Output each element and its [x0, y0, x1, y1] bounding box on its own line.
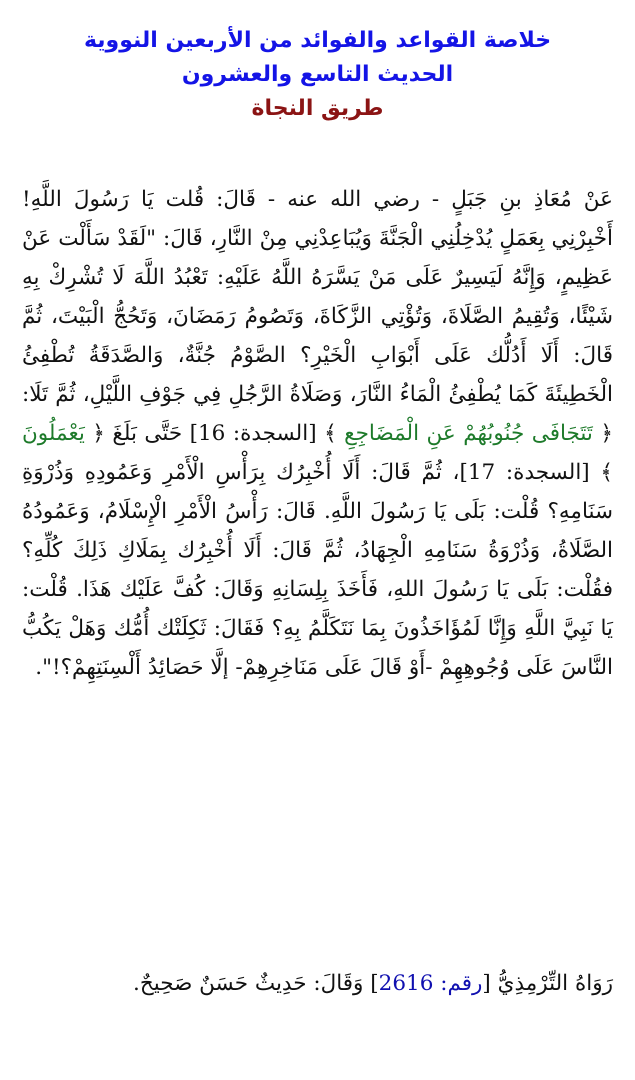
- header: [0, 0, 635, 126]
- hadith-text: [22, 180, 613, 687]
- hadith-number: رقم: 2616: [378, 971, 483, 996]
- page-title: خلاصة القواعد والفوائد من الأربعين النووية: [83, 28, 552, 53]
- hadith-source: [22, 964, 613, 1003]
- hadith-text-part-2: ﴾ [السجدة: 16] حَتَّى بَلَغَ ﴿: [92, 421, 337, 446]
- quran-verse-1: تَتَجَافَى جُنُوبُهُمْ عَنِ الْمَضَاجِعِ: [344, 421, 593, 446]
- source-prefix: رَوَاهُ التِّرْمِذِيُّ [: [482, 971, 613, 996]
- hadith-subtitle: الحديث التاسع والعشرون: [181, 62, 454, 87]
- source-suffix: ] وَقَالَ: حَدِيثٌ حَسَنٌ صَحِيحٌ.: [133, 971, 379, 996]
- hadith-text-part-1: عَنْ مُعَاذِ بنِ جَبَلٍ - رضي الله عنه - قَالَ: قُلت يَا رَسُولَ اللَّهِ! أَخْبِرْنِي بِعَمَلٍ يُدْخِلُنِي الْجَنَّةَ وَيُبَاعِدْنِي مِنْ النَّارِ، قَالَ: "لَقَدْ سَأَلْت عَنْ عَظِيمٍ، وَإِنَّهُ لَيَسِيرٌ عَلَى مَنْ يَسَّرَهُ اللَّهُ عَلَيْهِ: تَعْبُدُ اللَّهَ لَا تُشْرِكْ بِهِ شَيْئًا، وَتُقِيمُ الصَّلَاةَ، وَتُؤْتِي الزَّكَاةَ، وَتَصُومُ رَمَضَانَ، وَتَحُجُّ الْبَيْتَ، ثُمَّ قَالَ: أَلَا أَدُلُّك عَلَى أَبْوَابِ الْخَيْرِ؟ الصَّوْمُ جُنَّةٌ، وَالصَّدَقَةُ تُطْفِئُ الْخَطِيئَةَ كَمَا يُطْفِئُ الْمَاءُ النَّارَ، وَصَلَاةُ الرَّجُلِ فِي جَوْفِ اللَّيْلِ، ثُمَّ تَلَا: ﴿: [22, 187, 613, 446]
- author-name: طريق النجاة: [251, 96, 384, 121]
- quran-verse-2: يَعْمَلُونَ: [22, 421, 85, 446]
- hadith-text-part-3: ﴾ [السجدة: 17]، ثُمَّ قَالَ: أَلَا أُخْبِرُك بِرَأْسِ الْأَمْرِ وَعَمُودِهِ وَذُرْوَةِ سَنَامِهِ؟ قُلْت: بَلَى يَا رَسُولَ اللَّهِ. قَالَ: رَأْسُ الْأَمْرِ الْإِسْلَامُ، وَعَمُودُهُ الصَّلَاةُ، وَذُرْوَةُ سَنَامِهِ الْجِهَادُ، ثُمَّ قَالَ: أَلَا أُخْبِرُك بِمَلَاكِ ذَلِكَ كُلِّهِ؟ فقُلْت: بَلَى يَا رَسُولَ اللهِ، فَأَخَذَ بِلِسَانِهِ وَقَالَ: كُفَّ عَلَيْك هَذَا. قُلْت: يَا نَبِيَّ اللَّهِ وَإِنَّا لَمُؤَاخَذُونَ بِمَا نَتَكَلَّمُ بِهِ؟ فَقَالَ: ثَكِلَتْك أُمُّك وَهَلْ يَكُبُّ النَّاسَ عَلَى وُجُوهِهِمْ -أَوْ قَالَ عَلَى مَنَاخِرِهِمْ- إلَّا حَصَائِدُ أَلْسِنَتِهِمْ؟!".: [22, 460, 614, 680]
